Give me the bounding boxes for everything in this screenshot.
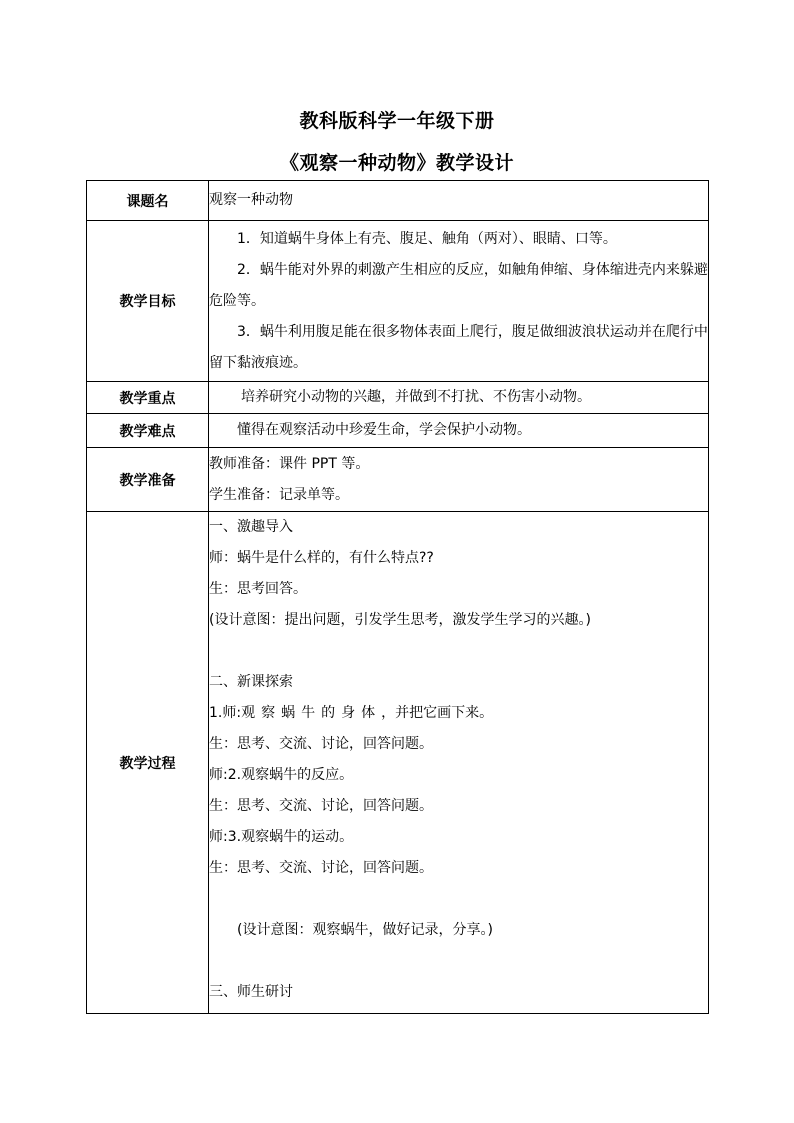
row-label-process: 教学过程 — [87, 512, 209, 1014]
row-label-difficulty: 教学难点 — [87, 414, 209, 448]
difficulty-cell — [209, 414, 709, 448]
document-title: 教科版科学一年级下册 — [299, 110, 495, 132]
difficulty-text: 懂得在观察活动中珍爱生命，学会保护小动物。 — [237, 422, 531, 438]
key-text: 培养研究小动物的兴趣，并做到不打扰、不伤害小动物。 — [241, 389, 591, 405]
section1-heading: 一、激趣导入 — [209, 519, 293, 535]
row-label-topic: 课题名 — [87, 181, 209, 221]
spacer — [209, 946, 708, 977]
section2-answer1: 生：思考、交流、讨论，回答问题。 — [209, 736, 433, 752]
table-row-topic — [87, 181, 709, 221]
step1-prefix: 1.师: — [209, 705, 242, 721]
document-subtitle: 《观察一种动物》教学设计 — [279, 152, 514, 174]
topic-value — [209, 181, 709, 221]
section2-answer3: 生：思考、交流、讨论，回答问题。 — [209, 860, 433, 876]
row-label-key: 教学重点 — [87, 382, 209, 414]
section1-teacher: 师：蜗牛是什么样的，有什么特点?? — [209, 550, 434, 566]
step1-spaced-text: 观察蜗牛的身体 — [241, 705, 382, 721]
section1-student: 生：思考回答。 — [209, 581, 307, 597]
key-cell — [209, 382, 709, 414]
step1-rest: ，并把它画下来。 — [381, 705, 494, 721]
section2-intent: (设计意图：观察蜗牛，做好记录，分享。) — [237, 922, 493, 938]
section2-heading: 二、新课探索 — [209, 674, 293, 690]
row-label-prep: 教学准备 — [87, 448, 209, 512]
row-label-goals: 教学目标 — [87, 221, 209, 382]
lesson-plan-table — [86, 180, 709, 1014]
section2-answer2: 生：思考、交流、讨论，回答问题。 — [209, 798, 433, 814]
table-row-process — [87, 512, 709, 1014]
table-row-goals — [87, 221, 709, 382]
prep-cell — [209, 448, 709, 512]
section2-step1 — [209, 698, 708, 729]
section2-step2: 师:2.观察蜗牛的反应。 — [209, 767, 354, 783]
process-cell — [209, 512, 709, 1014]
goal-item-3: 3．蜗牛利用腹足能在很多物体表面上爬行，腹足做细波浪状运动并在爬行中留下黏液痕迹。 — [209, 323, 708, 371]
goals-cell — [209, 221, 709, 382]
section1-intent: (设计意图：提出问题，引发学生思考，激发学生学习的兴趣。) — [209, 612, 591, 628]
table-row-key — [87, 382, 709, 414]
prep-student: 学生准备：记录单等。 — [209, 486, 349, 503]
spacer — [209, 884, 708, 915]
prep-teacher: 教师准备：课件 PPT 等。 — [209, 455, 370, 472]
topic-text: 观察一种动物 — [209, 192, 293, 208]
table-row-difficulty — [87, 414, 709, 448]
section2-step3: 师:3.观察蜗牛的运动。 — [209, 829, 354, 845]
goal-item-1: 1．知道蜗牛身体上有壳、腹足、触角（两对）、眼睛、口等。 — [237, 230, 617, 247]
section3-heading: 三、师生研讨 — [209, 984, 293, 1000]
goal-item-2: 2．蜗牛能对外界的刺激产生相应的反应，如触角伸缩、身体缩进壳内来躲避危险等。 — [209, 261, 708, 309]
table-row-prep — [87, 448, 709, 512]
spacer — [209, 636, 708, 667]
